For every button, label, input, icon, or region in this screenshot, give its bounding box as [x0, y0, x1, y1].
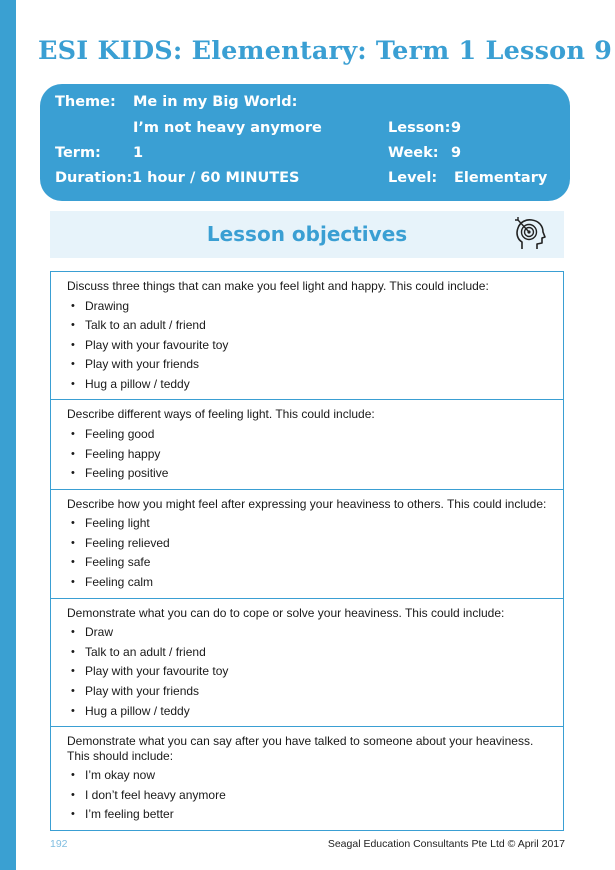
term-value: 1	[133, 145, 144, 161]
level-value: Elementary	[454, 170, 548, 186]
list-item: • Play with your friends	[67, 682, 553, 702]
list-item: • Feeling light	[67, 514, 553, 534]
list-item: • Feeling calm	[67, 573, 553, 593]
objective-list	[67, 623, 553, 721]
list-item: • Feeling relieved	[67, 534, 553, 554]
list-item: • Talk to an adult / friend	[67, 643, 553, 663]
list-item: • Feeling happy	[67, 445, 553, 465]
term-label: Term:	[55, 145, 101, 161]
objectives-table	[50, 271, 564, 831]
lesson-label: Lesson:	[388, 120, 451, 136]
page-number: 192	[50, 838, 68, 850]
list-item: • I don’t feel heavy anymore	[67, 786, 553, 806]
lesson-value: 9	[451, 120, 462, 136]
page-title: ESI KIDS: Elementary: Term 1 Lesson 9	[38, 36, 613, 66]
list-item: • Hug a pillow / teddy	[67, 702, 553, 722]
week-label: Week:	[388, 145, 439, 161]
level-label: Level:	[388, 170, 438, 186]
objective-intro: Discuss three things that can make you feel light and happy. This could include:	[67, 279, 489, 293]
list-item: • Play with your favourite toy	[67, 336, 553, 356]
objective-section	[51, 272, 563, 399]
list-item: • Draw	[67, 623, 553, 643]
duration-label: Duration:	[55, 170, 133, 186]
objective-list	[67, 514, 553, 592]
theme-value-line1: Me in my Big World:	[133, 94, 298, 110]
list-item: • Talk to an adult / friend	[67, 316, 553, 336]
theme-value-line2: I’m not heavy anymore	[133, 120, 322, 136]
list-item: • Feeling safe	[67, 553, 553, 573]
week-value: 9	[451, 145, 462, 161]
objective-intro: Describe how you might feel after expressing your heaviness to others. This could include:	[67, 496, 547, 511]
lesson-info-card	[40, 84, 570, 201]
left-accent-bar	[0, 0, 16, 870]
objectives-banner	[50, 211, 564, 258]
objective-intro: Demonstrate what you can do to cope or solve your heaviness. This could include:	[67, 605, 505, 620]
list-item: • I’m okay now	[67, 766, 553, 786]
objective-intro: Demonstrate what you can say after you have talked to someone about your heaviness. This should include:	[67, 734, 534, 763]
duration-value: 1 hour / 60 MINUTES	[132, 170, 300, 186]
objective-list	[67, 425, 553, 484]
list-item: • I’m feeling better	[67, 805, 553, 825]
objective-list	[67, 766, 553, 825]
footer-credit: Seagal Education Consultants Pte Ltd © April 2017	[327, 838, 565, 850]
list-item: • Feeling positive	[67, 464, 553, 484]
objective-section	[51, 489, 563, 598]
objectives-heading: Lesson objectives	[206, 222, 408, 246]
head-target-icon	[510, 215, 550, 255]
objective-section	[51, 598, 563, 726]
list-item: • Play with your favourite toy	[67, 662, 553, 682]
objective-section	[51, 399, 563, 488]
list-item: • Drawing	[67, 297, 553, 317]
objective-intro: Describe different ways of feeling light. This could include:	[67, 407, 375, 422]
objective-list	[67, 297, 553, 395]
objective-section	[51, 726, 563, 830]
list-item: • Play with your friends	[67, 355, 553, 375]
list-item: • Feeling good	[67, 425, 553, 445]
theme-label: Theme:	[55, 94, 116, 110]
list-item: • Hug a pillow / teddy	[67, 375, 553, 395]
